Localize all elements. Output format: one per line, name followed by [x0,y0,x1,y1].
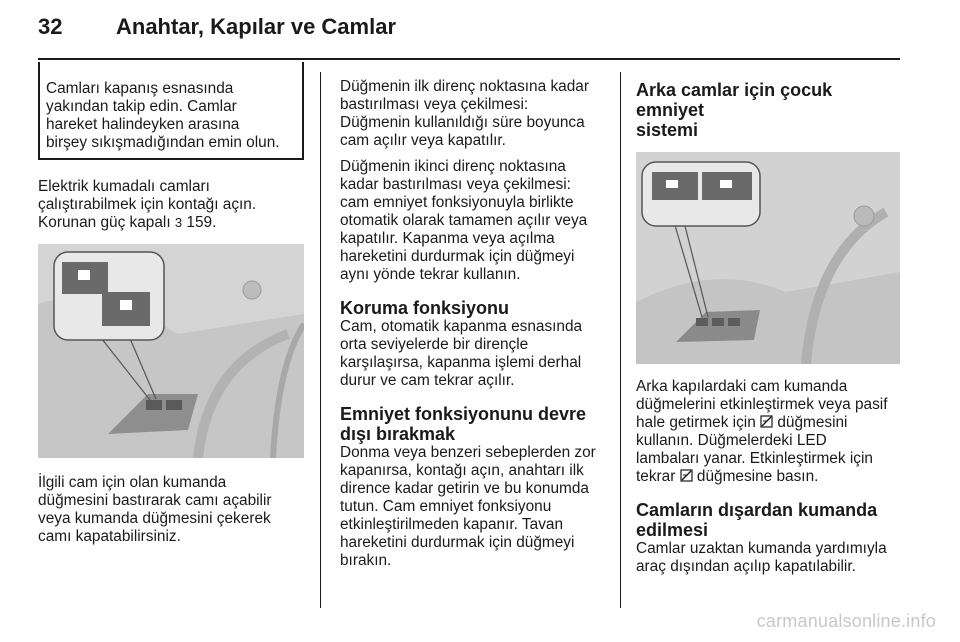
paragraph-first-resistance: Düğmenin ilk direnç noktasına kadar bastırılması veya çekilmesi: Düğmenin kullanıldığı süre boyunca cam açılır veya kapatılır. [340,78,589,149]
caption-paragraph: İlgili cam için olan kumanda düğmesini bastırarak camı açabilir veya kumanda düğmesini çekerek camı kapatabilirsiniz. [38,474,272,545]
column-divider-1 [320,72,321,608]
column-2 [340,78,608,570]
watermark: carmanualsonline.info [756,611,936,631]
child-lock-window-icon [760,415,773,428]
page-number: 32 [38,14,63,39]
paragraph-second-resistance: Düğmenin ikinci direnç noktasına kadar bastırılması veya çekilmesi: cam emniyet fonksiyonuyla birlikte otomatik olarak tamamen açılır veya kapatılır. Kapanma veya açılma hareketini durdurmak için düğmeyi aynı yönde tekrar kullanın. [340,158,588,283]
page-reference: Korunan güç kapalı 3 159. [38,214,217,231]
heading-protection: Koruma fonksiyonu [340,298,510,318]
paragraph-protection: Cam, otomatik kapanma esnasında orta seviyelerde bir dirençle karşılaşırsa, kapanma işlemi derhal durur ve cam tekrar açılır. [340,318,583,389]
chapter-title: Anahtar, Kapılar ve Camlar [116,14,397,39]
header-rule [38,58,900,60]
heading-disable-protection: Emniyet fonksiyonunu devre dışı bırakmak [340,404,587,444]
paragraph-remote-operation: Camlar uzaktan kumanda yardımıyla araç dışından açılıp kapatılabilir. [636,540,887,575]
paragraph-child-lock: Arka kapılardaki cam kumanda düğmelerini etkinleştirmek veya pasif hale getirmek için düğmesini kullanın. Düğmelerdeki LED lambaları yanar. Etkinleştirmek için tekrar düğmesine basın. [636,378,888,485]
page-header [38,14,396,40]
paragraph-disable-protection: Donma veya benzeri sebeplerden zor kapanırsa, kontağı açın, anahtarı ilk dirence kadar getirin ve bu konumda tutun. Cam emniyet fonksiyonu etkinleştirilmeden kapanır. Tavan hareketini durdurmak için düğmeyi bırakın. [340,444,596,569]
warning-line: hareket halindeyken arasına [46,116,240,133]
column-1 [38,62,306,546]
warning-box [38,62,304,160]
column-3 [636,80,902,576]
heading-remote-operation: Camların dışardan kumanda edilmesi [636,500,878,540]
warning-line: Camları kapanış esnasında [46,80,234,97]
warning-line: birşey sıkışmadığından emin olun. [46,134,280,151]
heading-child-lock: Arka camlar için çocuk emniyet sistemi [636,80,833,140]
child-lock-switch-illustration [636,152,900,364]
column-divider-2 [620,72,621,608]
child-lock-window-icon [680,469,693,482]
page-reference-arrow-icon: 3 [174,215,183,230]
warning-line: yakından takip edin. Camlar [46,98,237,115]
window-switch-illustration [38,244,304,458]
intro-paragraph: Elektrik kumadalı camları çalıştırabilmek için kontağı açın. Korunan güç kapalı 3 159. [38,178,306,232]
